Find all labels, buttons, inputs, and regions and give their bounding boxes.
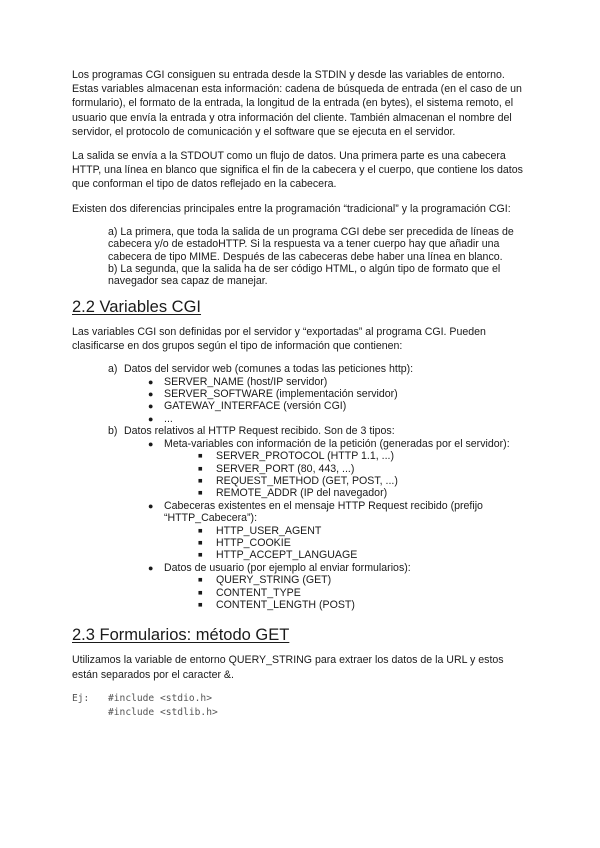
list-item: ● ... [148,412,173,425]
code-line: Ej: #include <stdio.h> [72,692,532,707]
square-bullet-icon: ■ [198,587,203,597]
list-item: ■ REQUEST_METHOD (GET, POST, ...) [198,474,398,487]
group-b-label: Datos relativos al HTTP Request recibido. Son de 3 tipos: [124,425,395,438]
group-a [108,363,532,375]
get-intro: Utilizamos la variable de entorno QUERY_STRING para extraer los datos de la URL y estos están separados por el caracter &. [72,654,504,681]
square-bullet-icon: ■ [198,451,203,461]
code-example [72,692,532,721]
group-b-marker: b) [108,425,118,438]
headers-item: ● Cabeceras existentes en el mensaje HTTP Request recibido (prefijo [148,499,483,512]
bullet-icon: ● [148,413,154,424]
bullet-icon: ● [148,389,154,400]
list-item: ■ HTTP_ACCEPT_LANGUAGE [198,549,358,562]
code-label: Ej: [72,692,90,704]
bullet-icon: ● [148,376,154,387]
list-item: ■ SERVER_PORT (80, 443, ...) [198,462,355,475]
meta-variables-item: ● Meta-variables con información de la petición (generadas por el servidor): [148,437,510,450]
list-item: ■ QUERY_STRING (GET) [198,574,332,587]
list-item: ■ REMOTE_ADDR (IP del navegador) [198,487,388,500]
paragraph-cgi-output: La salida se envía a la STDOUT como un flujo de datos. Una primera parte es una cabecera HTTP, una línea en blanco que significa el fin de la cabecera y el cuerpo, que contiene los datos que conforman el tipo de datos reflejado en la cabecera. [72,150,523,191]
paragraph-differences-intro: Existen dos diferencias principales entre la programación “tradicional” y la programación CGI: [72,202,511,215]
page-content [72,68,532,721]
list-item: ■ HTTP_USER_AGENT [198,524,322,537]
variables-intro: Las variables CGI son definidas por el servidor y “exportadas” al programa CGI. Pueden clasificarse en dos grupos según el tipo de información que contienen: [72,325,486,353]
paragraph-cgi-input: Los programas CGI consiguen su entrada desde la STDIN y desde las variables de entorno. Estas variables almacenan esta información: cadena de búsqueda de entrada (en el caso de un formulario), el formato de la entrada, la longitud de la entrada (en bytes), el sistema remoto, el usuario que envía la entrada y otra información del cliente. También almacenan el nombre del servidor, el protocolo de comunicación y el software que se ejecuta en el servidor. [72,69,522,138]
variables-list [72,363,532,611]
list-item: ■ CONTENT_TYPE [198,586,301,599]
headers-item-continued: “HTTP_Cabecera”): [164,512,258,525]
square-bullet-icon: ■ [198,475,203,485]
group-b [108,425,532,437]
list-item: ■ HTTP_COOKIE [198,536,291,549]
difference-a: a) La primera, que toda la salida de un programa CGI debe ser precedida de líneas de cabecera y/o de estadoHTTP. Si la respuesta va a tener cuerpo hay que añadir una cabecera de tipo MIME. Después de las cabeceras debe haber una línea en blanco. [108,225,514,263]
list-item: ■ SERVER_PROTOCOL (HTTP 1.1, ...) [198,450,394,463]
list-item: ■ CONTENT_LENGTH (POST) [198,598,355,611]
bullet-icon: ● [148,500,154,511]
list-item: ● SERVER_SOFTWARE (implementación servidor) [148,388,398,401]
square-bullet-icon: ■ [198,537,203,547]
square-bullet-icon: ■ [198,525,203,535]
group-a-marker: a) [108,363,118,376]
square-bullet-icon: ■ [198,488,203,498]
list-item: ● GATEWAY_INTERFACE (versión CGI) [148,400,347,413]
section-heading-variables: 2.2 Variables CGI [72,297,202,316]
square-bullet-icon: ■ [198,575,203,585]
bullet-icon: ● [148,401,154,412]
differences-list [72,226,532,288]
list-item: ● SERVER_NAME (host/IP servidor) [148,375,328,388]
difference-b: b) La segunda, que la salida ha de ser código HTML, o algún tipo de formato que el navegador sea capaz de manejar. [108,263,501,288]
bullet-icon: ● [148,438,154,449]
square-bullet-icon: ■ [198,463,203,473]
code-line: #include <stdlib.h> [108,707,218,719]
square-bullet-icon: ■ [198,550,203,560]
bullet-icon: ● [148,562,154,573]
user-data-item: ● Datos de usuario (por ejemplo al enviar formularios): [148,561,411,574]
group-a-label: Datos del servidor web (comunes a todas las peticiones http): [124,363,414,376]
section-heading-get: 2.3 Formularios: método GET [72,626,290,645]
square-bullet-icon: ■ [198,599,203,609]
